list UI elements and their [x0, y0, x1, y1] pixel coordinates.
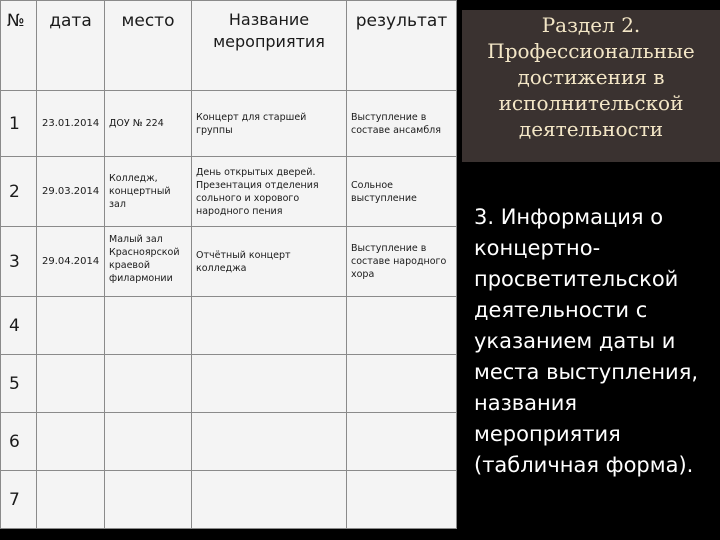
row-name: [192, 471, 347, 529]
info-line: деятельности с: [474, 298, 648, 322]
row-place: ДОУ № 224: [105, 91, 192, 157]
row-num: 2: [1, 157, 37, 227]
row-date: [37, 297, 105, 355]
row-num: 5: [1, 355, 37, 413]
table-row: [1, 471, 457, 529]
table-row: [1, 227, 457, 297]
title-line: достижения в: [517, 65, 665, 89]
row-result: Выступление в составе ансамбля: [347, 91, 457, 157]
table-row: [1, 355, 457, 413]
row-place: Малый зал Красноярской краевой филармонии: [105, 227, 192, 297]
title-line: Раздел 2.: [541, 13, 641, 37]
row-date: [37, 413, 105, 471]
header-place: место: [105, 1, 192, 91]
row-name: Отчётный концерт колледжа: [192, 227, 347, 297]
row-num: 1: [1, 91, 37, 157]
row-result: Выступление в составе народного хора: [347, 227, 457, 297]
table-row: [1, 157, 457, 227]
row-name: [192, 297, 347, 355]
header-name-line2: мероприятия: [213, 32, 325, 51]
info-line: (табличная форма).: [474, 453, 694, 477]
row-num: 6: [1, 413, 37, 471]
row-date: [37, 471, 105, 529]
row-num: 3: [1, 227, 37, 297]
row-name: День открытых дверей. Презентация отделения сольного и хорового народного пения: [192, 157, 347, 227]
table-row: [1, 297, 457, 355]
header-result: результат: [347, 1, 457, 91]
row-place: [105, 355, 192, 413]
info-line: места выступления,: [474, 360, 699, 384]
header-name-line1: Название: [228, 10, 310, 29]
title-line: Профессиональные: [487, 39, 695, 63]
table-row: [1, 413, 457, 471]
header-name: [192, 1, 347, 91]
row-result: [347, 355, 457, 413]
info-line: концертно-: [474, 236, 601, 260]
row-name: [192, 413, 347, 471]
header-date: дата: [37, 1, 105, 91]
info-line: мероприятия: [474, 422, 621, 446]
row-date: 29.04.2014: [37, 227, 105, 297]
row-place: [105, 297, 192, 355]
info-line: названия: [474, 391, 578, 415]
row-num: 7: [1, 471, 37, 529]
table-row: [1, 91, 457, 157]
row-date: 23.01.2014: [37, 91, 105, 157]
info-line: указанием даты и: [474, 329, 676, 353]
row-place: [105, 471, 192, 529]
info-line: просветительской: [474, 267, 679, 291]
row-name: Концерт для старшей группы: [192, 91, 347, 157]
row-result: [347, 297, 457, 355]
info-text: [474, 202, 714, 481]
header-num: №: [1, 1, 37, 91]
row-result: [347, 471, 457, 529]
row-date: 29.03.2014: [37, 157, 105, 227]
row-place: Колледж, концертный зал: [105, 157, 192, 227]
row-result: [347, 413, 457, 471]
title-line: деятельности: [518, 117, 664, 141]
title-line: исполнительской: [498, 91, 684, 115]
section-title: [462, 10, 720, 162]
info-line: 3. Информация о: [474, 205, 664, 229]
row-num: 4: [1, 297, 37, 355]
table-header-row: [1, 1, 457, 91]
row-result: Сольное выступление: [347, 157, 457, 227]
row-place: [105, 413, 192, 471]
row-date: [37, 355, 105, 413]
row-name: [192, 355, 347, 413]
